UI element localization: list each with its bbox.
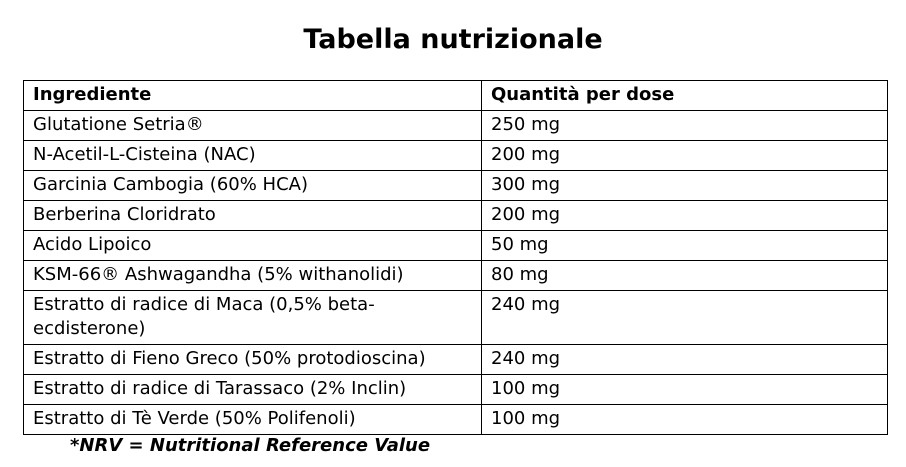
- ingredient-cell: Acido Lipoico: [24, 231, 482, 261]
- nrv-footnote: *NRV = Nutritional Reference Value: [70, 435, 431, 456]
- table-row: [24, 291, 888, 345]
- table-row: [24, 171, 888, 201]
- table-row: [24, 345, 888, 375]
- table-title: Tabella nutrizionale: [303, 24, 603, 55]
- ingredient-cell: Estratto di radice di Tarassaco (2% Inclin): [24, 375, 482, 405]
- table-row: [24, 231, 888, 261]
- ingredient-cell: Estratto di Tè Verde (50% Polifenoli): [24, 405, 482, 435]
- quantity-cell: 100 mg: [482, 375, 888, 405]
- ingredient-cell: KSM-66® Ashwagandha (5% withanolidi): [24, 261, 482, 291]
- ingredient-cell: N-Acetil-L-Cisteina (NAC): [24, 141, 482, 171]
- quantity-cell: 240 mg: [482, 345, 888, 375]
- quantity-cell: 50 mg: [482, 231, 888, 261]
- ingredient-cell: Berberina Cloridrato: [24, 201, 482, 231]
- ingredient-cell: Garcinia Cambogia (60% HCA): [24, 171, 482, 201]
- quantity-cell: 200 mg: [482, 201, 888, 231]
- table-header-row: [24, 81, 888, 111]
- table-row: [24, 111, 888, 141]
- header-quantity: Quantità per dose: [482, 81, 888, 111]
- ingredient-cell: Estratto di radice di Maca (0,5% beta-ecdisterone): [24, 291, 482, 345]
- quantity-cell: 240 mg: [482, 291, 888, 345]
- table-row: [24, 201, 888, 231]
- quantity-cell: 100 mg: [482, 405, 888, 435]
- quantity-cell: 250 mg: [482, 111, 888, 141]
- table-row: [24, 405, 888, 435]
- header-ingredient: Ingrediente: [24, 81, 482, 111]
- quantity-cell: 300 mg: [482, 171, 888, 201]
- table-row: [24, 141, 888, 171]
- table-row: [24, 261, 888, 291]
- ingredient-cell: Glutatione Setria®: [24, 111, 482, 141]
- table-row: [24, 375, 888, 405]
- ingredient-cell: Estratto di Fieno Greco (50% protodioscina): [24, 345, 482, 375]
- quantity-cell: 80 mg: [482, 261, 888, 291]
- nutrition-table: [23, 80, 888, 435]
- quantity-cell: 200 mg: [482, 141, 888, 171]
